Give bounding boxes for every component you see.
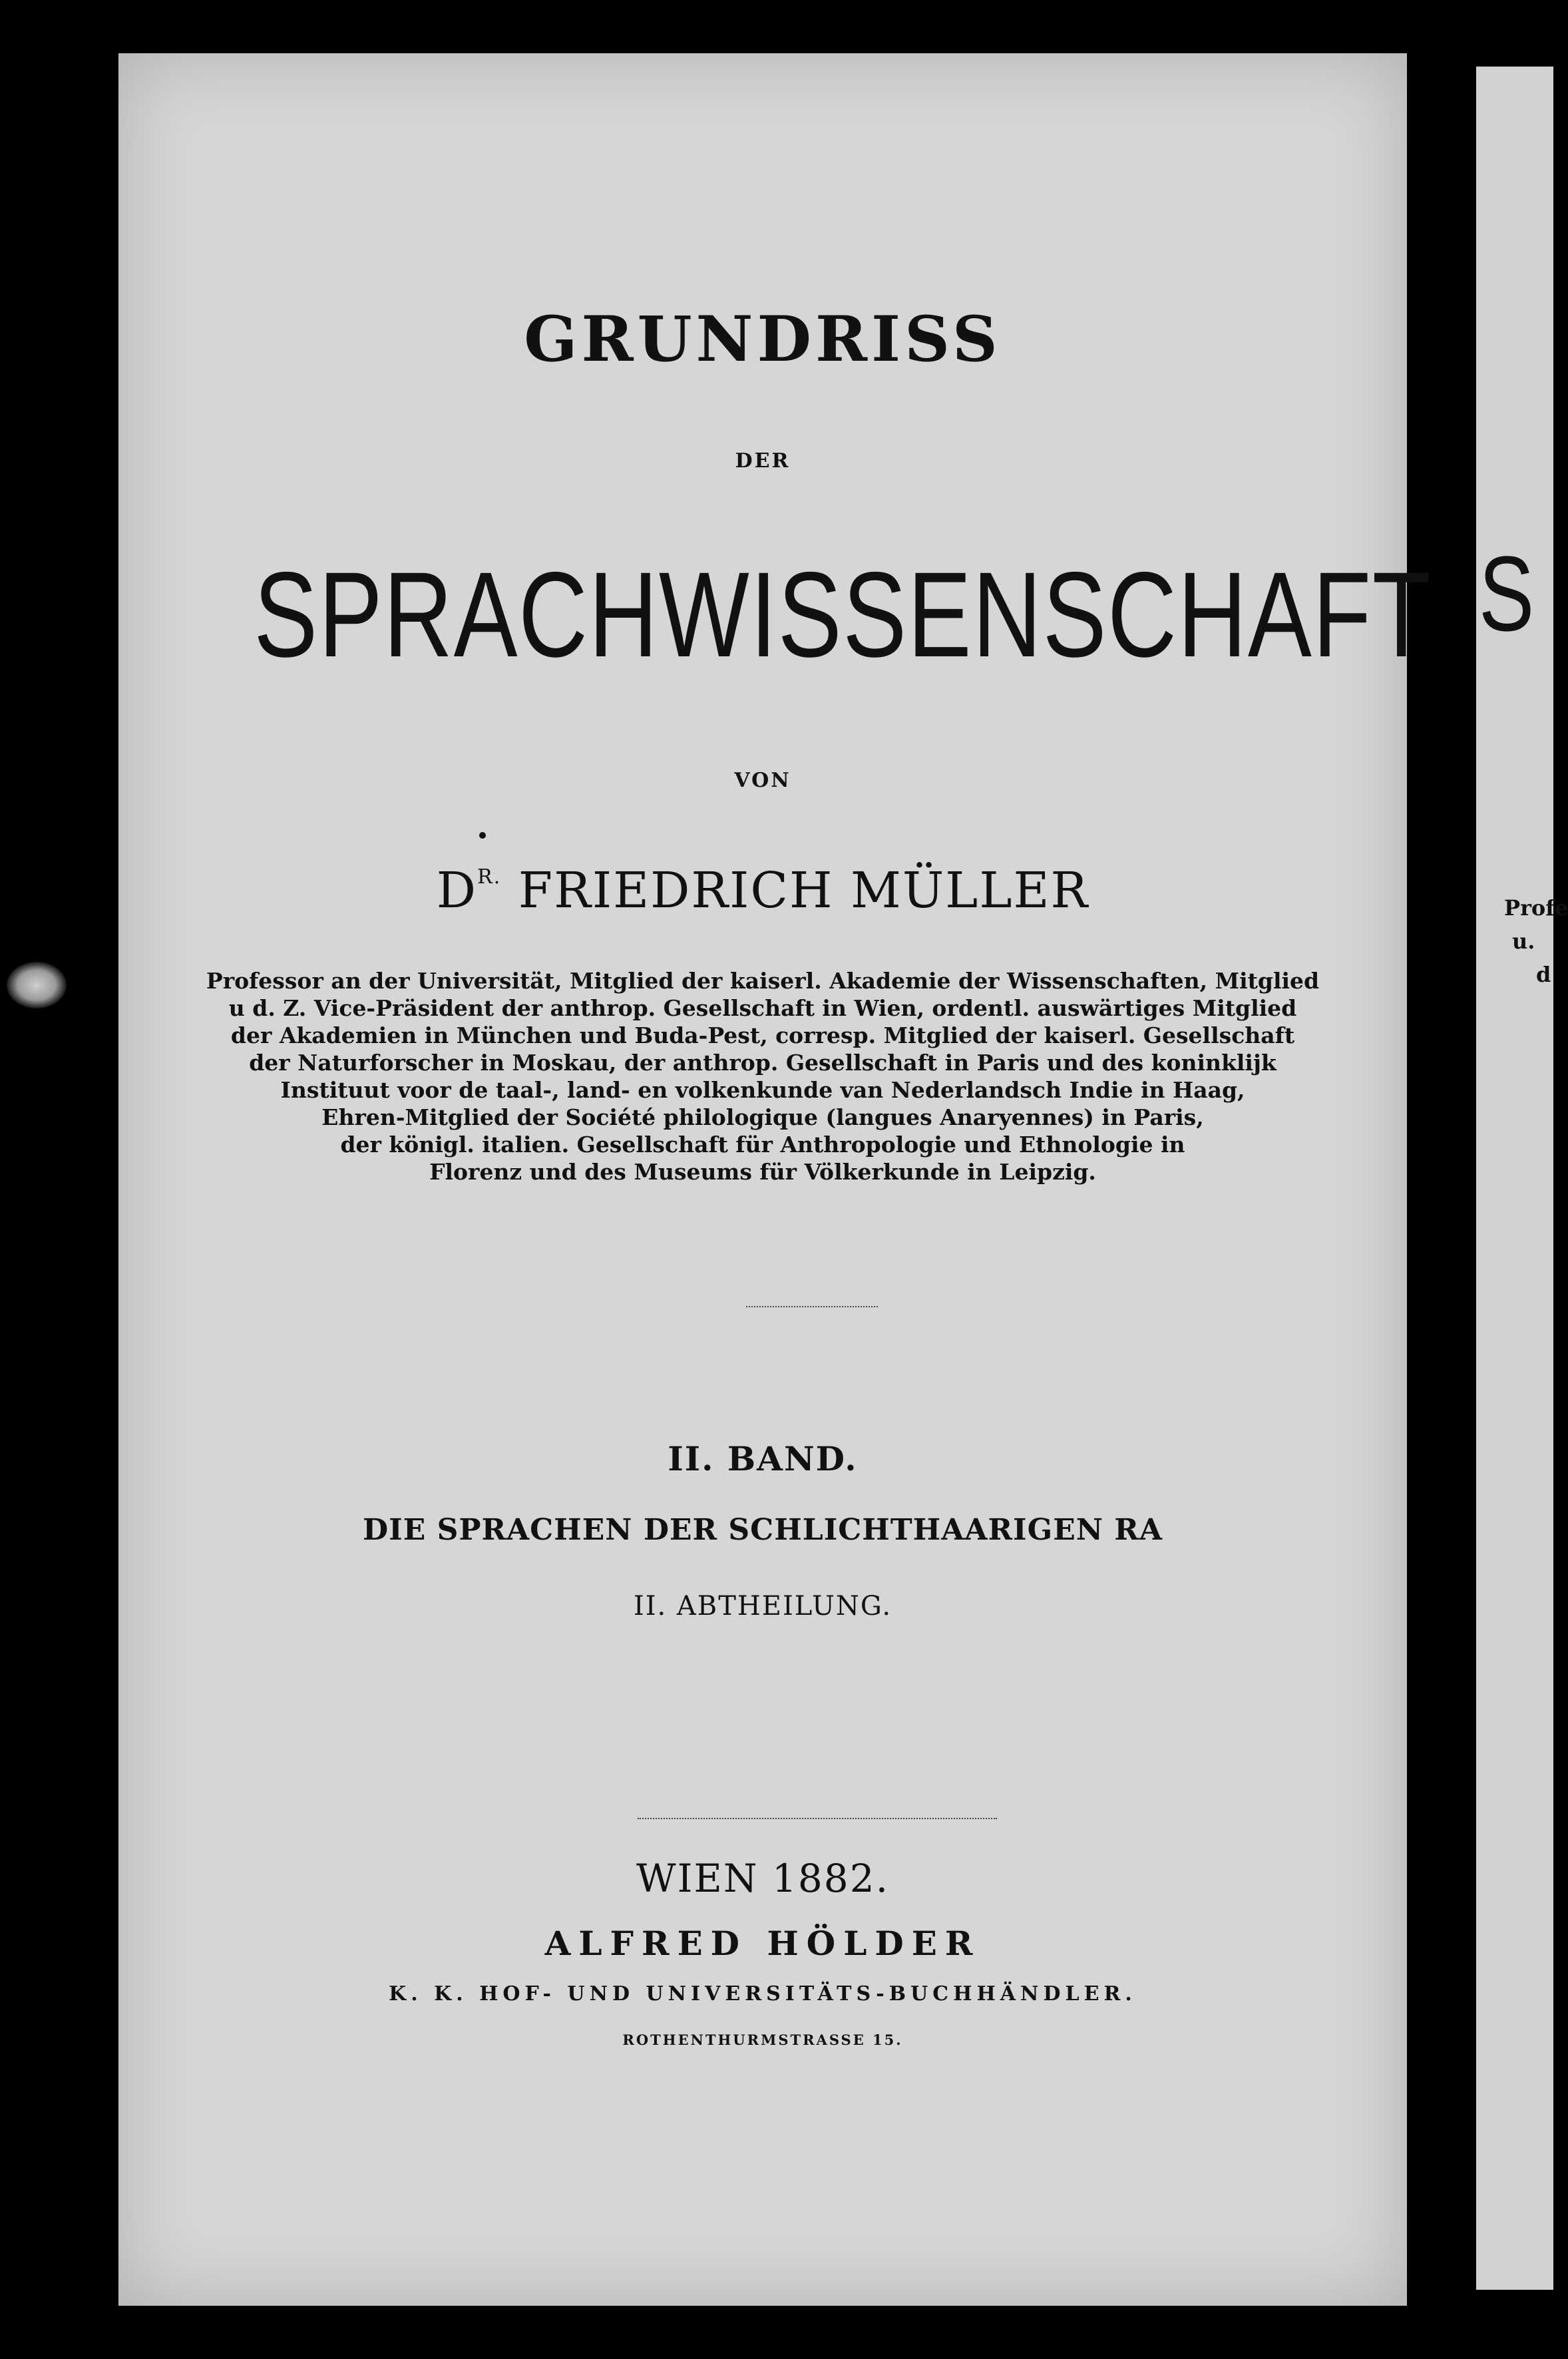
author-prefix: D [436, 862, 478, 919]
part-label: II. ABTHEILUNG. [633, 1591, 892, 1621]
author-name [118, 862, 1407, 919]
affiliation-line: Florenz und des Museums für Völkerkunde in Leipzig. [429, 1159, 1096, 1185]
title-page [118, 53, 1432, 2306]
affiliation-line: der Akademien in München und Buda-Pest, corresp. Mitglied der kaiserl. Gesellschaft [230, 1022, 1295, 1048]
divider-rule [638, 1818, 997, 1819]
article-der: DER [735, 449, 791, 473]
volume-subtitle: DIE SPRACHEN DER SCHLICHTHAARIGEN RA [363, 1513, 1163, 1547]
affiliation-line: der königl. italien. Gesellschaft für Anthropologie und Ethnologie in [340, 1132, 1185, 1158]
scan-stain [7, 962, 67, 1008]
publisher-name: ALFRED HÖLDER [544, 1924, 981, 1963]
volume-label: II. BAND. [668, 1439, 858, 1478]
publisher-address: ROTHENTHURMSTRASSE 15. [622, 2032, 903, 2048]
affiliation-line: Instituut voor de taal-, land- en volkenkunde van Nederlandsch Indie in Haag, [280, 1077, 1245, 1103]
affiliation-line: der Naturforscher in Moskau, der anthrop. Gesellschaft in Paris und des koninklijk [249, 1050, 1276, 1076]
book-title: SPRACHWISSENSCHAFT [254, 546, 1432, 682]
author-prefix-sup: R. [477, 865, 502, 889]
affiliation-line: u d. Z. Vice-Präsident der anthrop. Gesellschaft in Wien, ordentl. auswärtiges Mitglied [228, 995, 1297, 1021]
divider-rule [746, 1306, 878, 1307]
next-page-title-fragment: S [1479, 534, 1535, 653]
affiliation-line: Ehren-Mitglied der Société philologique (langues Anaryennes) in Paris, [321, 1104, 1204, 1130]
author-affiliations [158, 967, 1367, 1185]
imprint-place-year: WIEN 1882. [636, 1856, 890, 1901]
by-line: VON [734, 769, 791, 792]
author-fullname: FRIEDRICH MÜLLER [518, 862, 1089, 919]
next-page-text-fragment: Profe [1504, 895, 1568, 921]
publisher-title: K. K. HOF- UND UNIVERSITÄTS-BUCHHÄNDLER. [389, 1982, 1137, 2006]
series-title: GRUNDRISS [524, 303, 1002, 376]
affiliation-line: Professor an der Universität, Mitglied der kaiserl. Akademie der Wissenschaften, Mitglied [206, 968, 1320, 994]
speck-dot [479, 832, 486, 839]
next-page-text-fragment: u. [1512, 929, 1535, 954]
next-page-edge [1476, 67, 1568, 2290]
next-page-text-fragment: d [1536, 962, 1551, 987]
